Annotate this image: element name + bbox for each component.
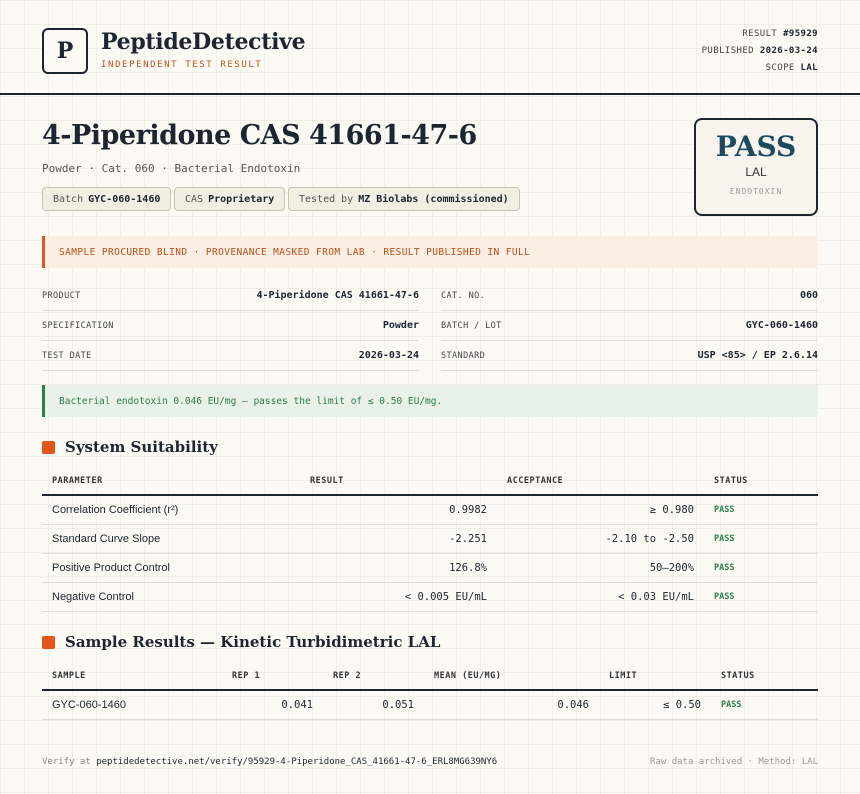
spec-row: SPECIFICATION Powder	[42, 311, 419, 341]
section-title: Sample Results — Kinetic Turbidimetric LAL	[65, 633, 441, 651]
section-marker-icon	[42, 636, 55, 649]
section-title: System Suitability	[65, 438, 218, 456]
verdict-summary: Bacterial endotoxin 0.046 EU/mg — passes the limit of ≤ 0.50 EU/mg.	[42, 385, 818, 417]
verdict-category: ENDOTOXIN	[729, 187, 783, 196]
footer-method: Raw data archived · Method: LAL	[650, 757, 818, 767]
verdict-stamp	[694, 118, 818, 216]
section-system-suitability	[42, 438, 218, 456]
col-limit: LIMIT	[599, 662, 711, 690]
product-title: 4-Piperidone CAS 41661-47-6	[42, 120, 477, 151]
logo	[42, 28, 88, 74]
sample-results-table	[42, 662, 818, 720]
col-status: STATUS	[704, 467, 818, 495]
table-row: Positive Product Control 126.8% 50–200% PASS	[42, 553, 818, 582]
specs-left	[42, 281, 419, 371]
meta-scope: SCOPE LAL	[765, 63, 818, 73]
col-rep1: REP 1	[222, 662, 323, 690]
table-row: Correlation Coefficient (r²) 0.9982 ≥ 0.980 PASS	[42, 495, 818, 524]
table-header-row	[42, 662, 818, 690]
chip-batch: Batch GYC-060-1460	[42, 187, 171, 211]
col-rep2: REP 2	[323, 662, 424, 690]
status-badge: PASS	[704, 582, 818, 611]
spec-row: STANDARD USP <85> / EP 2.6.14	[441, 341, 818, 371]
status-badge: PASS	[704, 524, 818, 553]
spec-row: PRODUCT 4-Piperidone CAS 41661-47-6	[42, 281, 419, 311]
spec-row: BATCH / LOT GYC-060-1460	[441, 311, 818, 341]
specs-right	[441, 281, 818, 371]
spec-row: TEST DATE 2026-03-24	[42, 341, 419, 371]
table-row: Standard Curve Slope -2.251 -2.10 to -2.50 PASS	[42, 524, 818, 553]
status-badge: PASS	[704, 495, 818, 524]
verdict-method: LAL	[745, 165, 767, 179]
section-marker-icon	[42, 441, 55, 454]
col-sample: SAMPLE	[42, 662, 222, 690]
col-parameter: PARAMETER	[42, 467, 302, 495]
header-divider	[0, 93, 860, 95]
chip-tested-by: Tested by MZ Biolabs (commissioned)	[288, 187, 520, 211]
verify-link[interactable]: peptidedetective.net/verify/95929-4-Piperidone_CAS_41661-47-6_ERL8MG639NY6	[96, 757, 498, 767]
suitability-table	[42, 467, 818, 612]
table-header-row	[42, 467, 818, 495]
section-sample-results	[42, 633, 440, 651]
col-status: STATUS	[711, 662, 818, 690]
brand-tagline: INDEPENDENT TEST RESULT	[101, 60, 263, 70]
status-badge: PASS	[704, 553, 818, 582]
verdict-result: PASS	[715, 130, 797, 163]
col-mean: MEAN (EU/MG)	[424, 662, 599, 690]
blind-sample-banner: SAMPLE PROCURED BLIND · PROVENANCE MASKED FROM LAB · RESULT PUBLISHED IN FULL	[42, 236, 818, 268]
col-result: RESULT	[302, 467, 497, 495]
status-badge: PASS	[711, 690, 818, 719]
brand-name[interactable]: PeptideDetective	[101, 29, 306, 55]
logo-letter: P	[56, 38, 74, 64]
table-row: Negative Control < 0.005 EU/mL < 0.03 EU/mL PASS	[42, 582, 818, 611]
col-acceptance: ACCEPTANCE	[497, 467, 704, 495]
chip-cas: CAS Proprietary	[174, 187, 285, 211]
meta-result: RESULT #95929	[742, 29, 818, 39]
spec-row: CAT. NO. 060	[441, 281, 818, 311]
table-row: GYC-060-1460 0.041 0.051 0.046 ≤ 0.50 PASS	[42, 690, 818, 719]
product-subtitle: Powder · Cat. 060 · Bacterial Endotoxin	[42, 162, 301, 175]
verify-line: Verify at peptidedetective.net/verify/95929-4-Piperidone_CAS_41661-47-6_ERL8MG639NY6	[42, 757, 498, 767]
meta-published: PUBLISHED 2026-03-24	[701, 46, 818, 56]
